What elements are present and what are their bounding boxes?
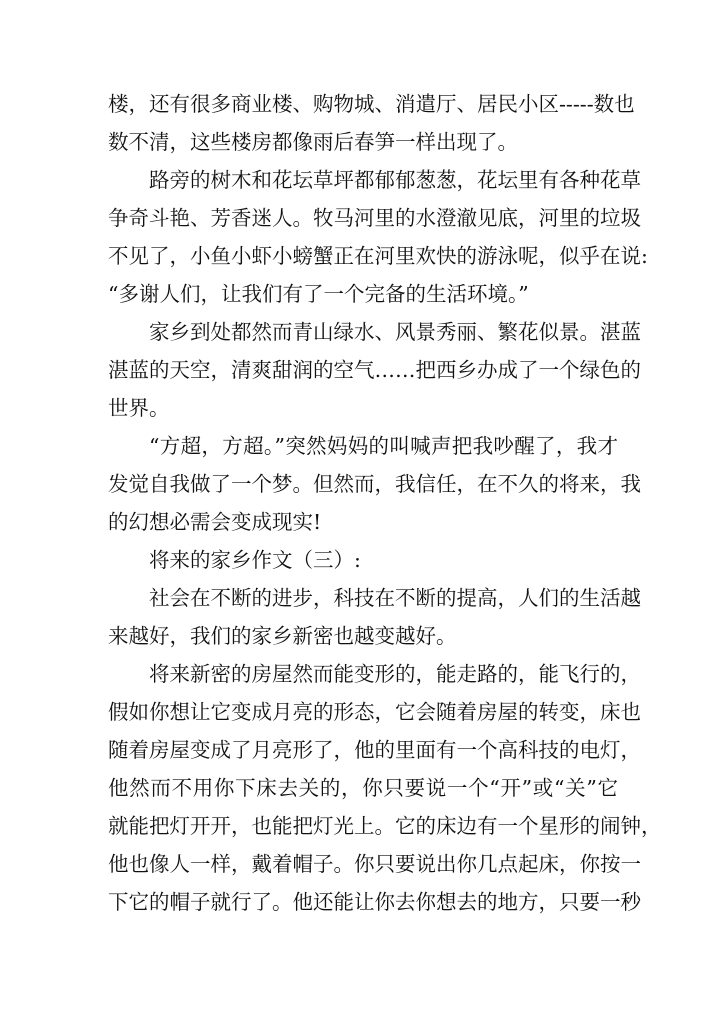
text-line: 下它的帽子就行了。他还能让你去你想去的地方，只要一秒 — [108, 890, 641, 914]
text-line: 他也像人一样，戴着帽子。你只要说出你几点起床，你按一 — [108, 852, 641, 876]
text-line: 家乡到处都然而青山绿水、风景秀丽、繁花似景。湛蓝 — [149, 320, 641, 344]
text-line: 他然而不用你下床去关的，你只要说一个“开”或“关”它 — [108, 776, 618, 800]
text-line: 不见了，小鱼小虾小螃蟹正在河里欢快的游泳呢，似乎在说: — [108, 244, 648, 268]
text-line: 社会在不断的进步，科技在不断的提高，人们的生活越 — [149, 586, 641, 610]
text-line: 楼，还有很多商业楼、购物城、消遣厅、居民小区-----数也 — [108, 92, 635, 116]
text-line: 路旁的树木和花坛草坪都郁郁葱葱，花坛里有各种花草 — [149, 168, 641, 192]
text-line: 来越好，我们的家乡新密也越变越好。 — [108, 624, 457, 648]
paragraph — [108, 85, 635, 161]
paragraph — [108, 161, 648, 313]
paragraph — [108, 541, 618, 579]
text-line: “方超，方超。”突然妈妈的叫喊声把我吵醒了，我才 — [149, 434, 618, 458]
text-line: 随着房屋变成了月亮形了，他的里面有一个高科技的电灯， — [108, 738, 641, 762]
text-line: “多谢人们，让我们有了一个完备的生活环境。” — [108, 282, 529, 306]
document-body — [108, 85, 662, 921]
text-line: 将来的家乡作文（三）: — [149, 548, 361, 572]
text-line: 争奇斗艳、芳香迷人。牧马河里的水澄澈见底，河里的垃圾 — [108, 206, 641, 230]
text-line: 假如你想让它变成月亮的形态，它会随着房屋的转变，床也 — [108, 700, 641, 724]
text-line: 世界。 — [108, 396, 170, 420]
text-line: 发觉自我做了一个梦。但然而，我信任，在不久的将来，我 — [108, 472, 641, 496]
paragraph — [108, 655, 662, 921]
text-line: 湛蓝的天空，清爽甜润的空气……把西乡办成了一个绿色的 — [108, 358, 641, 382]
paragraph — [108, 427, 641, 541]
text-line: 的幻想必需会变成现实! — [108, 510, 322, 534]
text-line: 数不清，这些楼房都像雨后春笋一样出现了。 — [108, 130, 518, 154]
paragraph — [108, 313, 641, 427]
text-line: 就能把灯开开，也能把灯光上。它的床边有一个星形的闹钟， — [108, 814, 662, 838]
paragraph — [108, 579, 641, 655]
text-line: 将来新密的房屋然而能变形的，能走路的，能飞行的， — [149, 662, 641, 686]
